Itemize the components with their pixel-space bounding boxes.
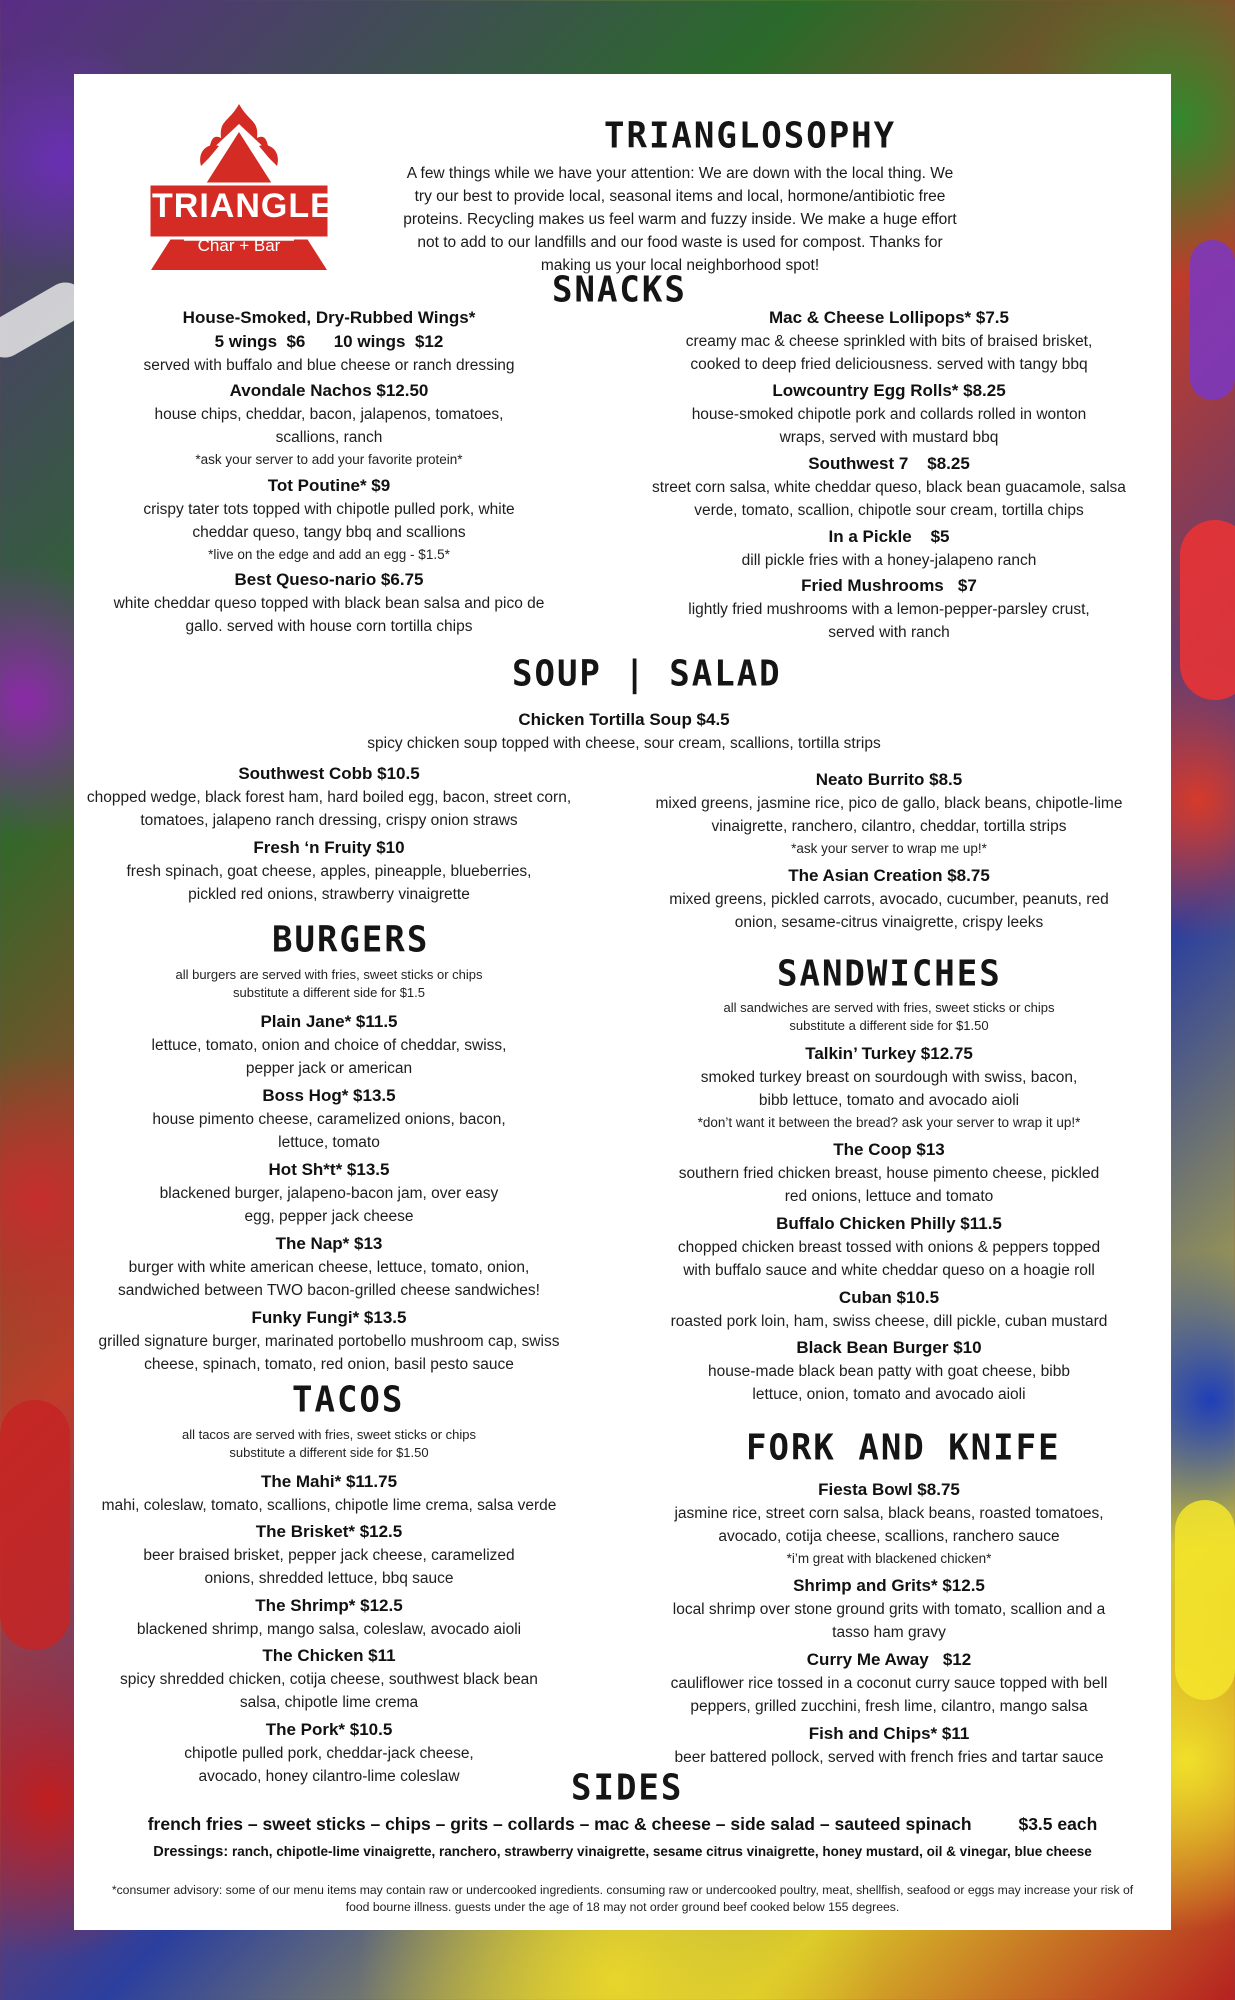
item-desc: dill pickle fries with a honey-jalapeno ranch xyxy=(741,552,1037,569)
soup-salad-title: SOUP | SALAD xyxy=(512,653,782,695)
item-name: The Brisket* $12.5 xyxy=(255,1522,403,1541)
sides-list xyxy=(74,1814,1171,1835)
item-name: In a Pickle $5 xyxy=(828,527,950,546)
item-name: Hot Sh*t* $13.5 xyxy=(268,1160,390,1179)
tacos-sub-line: all tacos are served with fries, sweet sticks or chips xyxy=(181,1427,477,1442)
menu-item xyxy=(644,1478,1134,1569)
item-desc: house chips, cheddar, bacon, jalapenos, tomatoes, scallions, ranch xyxy=(154,406,504,446)
philosophy-title: TRIANGLOSOPHY xyxy=(604,115,897,157)
burgers-sub-line: substitute a different side for $1.5 xyxy=(233,985,425,1000)
menu-item xyxy=(644,1574,1134,1644)
menu-item xyxy=(94,306,564,377)
item-name: House-Smoked, Dry-Rubbed Wings* xyxy=(182,308,476,327)
menu-item xyxy=(644,768,1134,859)
item-name: Plain Jane* $11.5 xyxy=(260,1012,398,1031)
sandwiches-subtitle xyxy=(644,999,1134,1035)
item-name: The Coop $13 xyxy=(833,1140,945,1159)
item-name: Best Queso-nario $6.75 xyxy=(234,570,424,589)
item-desc: spicy shredded chicken, cotija cheese, southwest black bean salsa, chipotle lime crema xyxy=(120,1671,538,1711)
item-desc: house-smoked chipotle pork and collards rolled in wonton wraps, served with mustard bbq xyxy=(691,406,1087,446)
menu-item xyxy=(94,1594,564,1641)
item-name: Talkin’ Turkey $12.75 xyxy=(805,1044,973,1063)
item-desc: blackened shrimp, mango salsa, coleslaw, avocado aioli xyxy=(136,1621,522,1638)
menu-item xyxy=(94,474,564,565)
menu-item xyxy=(644,379,1134,449)
item-name: Fish and Chips* $11 xyxy=(808,1724,970,1743)
menu-item xyxy=(644,574,1134,644)
dressings-list: ranch, chipotle-lime vinaigrette, ranchero, strawberry vinaigrette, sesame citrus vinaigrette, honey mustard, oil & vinegar, blue cheese xyxy=(231,1844,1092,1859)
item-desc: cauliflower rice tossed in a coconut curry sauce topped with bell peppers, grilled zucchini, fresh lime, cilantro, mango salsa xyxy=(670,1675,1108,1715)
sides-price: $3.5 each xyxy=(1018,1814,1098,1834)
menu-item xyxy=(94,1306,564,1376)
item-desc: crispy tater tots topped with chipotle pulled pork, white cheddar queso, tangy bbq and scallions xyxy=(143,501,515,541)
item-name: Fiesta Bowl $8.75 xyxy=(818,1480,960,1499)
background-stroke xyxy=(1175,1500,1235,1700)
item-name: Mac & Cheese Lollipops* $7.5 xyxy=(769,308,1009,327)
sides-title: SIDES xyxy=(571,1767,684,1809)
background-stroke xyxy=(1180,520,1235,700)
item-name: Curry Me Away $12 xyxy=(806,1650,972,1669)
menu-item xyxy=(644,1336,1134,1406)
logo-tagline: Char + Bar xyxy=(197,236,281,255)
menu-item xyxy=(94,1232,564,1302)
item-name: Buffalo Chicken Philly $11.5 xyxy=(776,1214,1002,1233)
menu-item xyxy=(94,1470,564,1517)
item-desc: lettuce, tomato, onion and choice of cheddar, swiss, pepper jack or american xyxy=(151,1037,507,1077)
menu-item xyxy=(84,836,574,906)
menu-paper xyxy=(74,74,1171,1930)
menu-item xyxy=(644,306,1134,376)
menu-item xyxy=(94,1084,564,1154)
item-name: The Chicken $11 xyxy=(262,1646,396,1665)
item-desc: fresh spinach, goat cheese, apples, pineapple, blueberries, pickled red onions, strawberry vinaigrette xyxy=(126,863,532,903)
burgers-sub-line: all burgers are served with fries, sweet sticks or chips xyxy=(175,967,483,982)
item-desc: blackened burger, jalapeno-bacon jam, over easy egg, pepper jack cheese xyxy=(159,1185,499,1225)
item-desc: house-made black bean patty with goat cheese, bibb lettuce, onion, tomato and avocado aioli xyxy=(708,1363,1070,1403)
item-name: Neato Burrito $8.5 xyxy=(815,770,963,789)
burgers-title: BURGERS xyxy=(272,919,430,961)
fork-knife-title: FORK AND KNIFE xyxy=(746,1427,1061,1469)
philosophy-text: A few things while we have your attention: We are down with the local thing. We try our best to provide local, seasonal items and local, hormone/antibiotic free proteins. Recycling makes us feel warm and fuzzy inside. We make a huge effort not to add to our landfills and our food waste is used for compost. Thanks for making us your local neighborhood spot! xyxy=(403,165,957,274)
item-name: The Nap* $13 xyxy=(275,1234,383,1253)
menu-item xyxy=(94,1520,564,1590)
item-name: Lowcountry Egg Rolls* $8.25 xyxy=(772,381,1006,400)
sandwiches-sub-line: all sandwiches are served with fries, sweet sticks or chips xyxy=(723,1000,1055,1015)
item-desc: lightly fried mushrooms with a lemon-pepper-parsley crust, served with ranch xyxy=(688,601,1090,641)
menu-item xyxy=(644,525,1134,572)
menu-item xyxy=(644,1648,1134,1718)
tacos-subtitle xyxy=(94,1426,564,1462)
item-name: Black Bean Burger $10 xyxy=(796,1338,982,1357)
item-desc: smoked turkey breast on sourdough with swiss, bacon, bibb lettuce, tomato and avocado aioli xyxy=(700,1069,1078,1109)
item-desc: mixed greens, jasmine rice, pico de gallo, black beans, chipotle-lime vinaigrette, ranchero, cilantro, cheddar, tortilla strips xyxy=(655,795,1123,835)
menu-item xyxy=(644,1722,1134,1769)
menu-item xyxy=(84,762,574,832)
logo-name: TRIANGLE xyxy=(152,187,334,225)
item-name: Tot Poutine* $9 xyxy=(267,476,391,495)
menu-item xyxy=(94,1718,564,1788)
item-name: Boss Hog* $13.5 xyxy=(262,1086,396,1105)
menu-item xyxy=(644,1286,1134,1333)
item-name: Cuban $10.5 xyxy=(838,1288,940,1307)
item-desc: beer battered pollock, served with french fries and tartar sauce xyxy=(674,1749,1104,1766)
snacks-title: SNACKS xyxy=(552,269,687,311)
item-name: The Shrimp* $12.5 xyxy=(255,1596,403,1615)
item-desc: roasted pork loin, ham, swiss cheese, dill pickle, cuban mustard xyxy=(670,1313,1108,1330)
menu-item xyxy=(644,864,1134,934)
item-desc: spicy chicken soup topped with cheese, sour cream, scallions, tortilla strips xyxy=(367,735,881,752)
item-desc: chipotle pulled pork, cheddar-jack cheese, avocado, honey cilantro-lime coleslaw xyxy=(184,1745,474,1785)
item-name: Fresh ‘n Fruity $10 xyxy=(253,838,405,857)
sandwiches-sub-line: substitute a different side for $1.50 xyxy=(789,1018,989,1033)
item-note: *i’m great with blackened chicken* xyxy=(786,1551,992,1566)
background-stroke xyxy=(1190,240,1235,400)
menu-item xyxy=(644,1138,1134,1208)
menu-item xyxy=(94,1158,564,1228)
item-name: Chicken Tortilla Soup $4.5 xyxy=(518,710,730,729)
tacos-sub-line: substitute a different side for $1.50 xyxy=(229,1445,429,1460)
item-desc: house pimento cheese, caramelized onions, bacon, lettuce, tomato xyxy=(152,1111,506,1151)
item-name: Southwest 7 $8.25 xyxy=(808,454,970,473)
item-name: The Asian Creation $8.75 xyxy=(788,866,990,885)
menu-item xyxy=(94,568,564,638)
item-desc: served with buffalo and blue cheese or ranch dressing xyxy=(143,357,515,374)
menu-item xyxy=(644,452,1134,522)
menu-item xyxy=(94,1644,564,1714)
item-desc: southern fried chicken breast, house pimento cheese, pickled red onions, lettuce and tomato xyxy=(678,1165,1100,1205)
item-desc: chopped chicken breast tossed with onions & peppers topped with buffalo sauce and white cheddar queso on a hoagie roll xyxy=(677,1239,1101,1279)
item-name: Southwest Cobb $10.5 xyxy=(238,764,420,783)
item-note: *don’t want it between the bread? ask your server to wrap it up!* xyxy=(697,1115,1081,1130)
item-name: The Mahi* $11.75 xyxy=(260,1472,398,1491)
menu-item xyxy=(644,1042,1134,1133)
sandwiches-title: SANDWICHES xyxy=(777,953,1002,995)
item-name: Shrimp and Grits* $12.5 xyxy=(793,1576,985,1595)
item-note: *live on the edge and add an egg - $1.5* xyxy=(208,547,450,562)
item-name: Fried Mushrooms $7 xyxy=(801,576,977,595)
item-desc: beer braised brisket, pepper jack cheese, caramelized onions, shredded lettuce, bbq sauce xyxy=(143,1547,515,1587)
menu-item xyxy=(94,1010,564,1080)
menu-item xyxy=(94,379,564,470)
item-desc: street corn salsa, white cheddar queso, black bean guacamole, salsa verde, tomato, scallion, chipotle sour cream, tortilla chips xyxy=(652,479,1126,519)
background-stroke xyxy=(0,1400,70,1650)
item-desc: chopped wedge, black forest ham, hard boiled egg, bacon, street corn, tomatoes, jalapeno ranch dressing, crispy onion straws xyxy=(86,789,572,829)
item-desc: mixed greens, pickled carrots, avocado, cucumber, peanuts, red onion, sesame-citrus vinaigrette, crispy leeks xyxy=(669,891,1109,931)
burgers-subtitle xyxy=(94,966,564,1002)
item-desc: white cheddar queso topped with black bean salsa and pico de gallo. served with house corn tortilla chips xyxy=(113,595,545,635)
dressings-line xyxy=(74,1844,1171,1860)
item-note: *ask your server to add your favorite protein* xyxy=(195,452,463,467)
item-price: 5 wings $6 10 wings $12 xyxy=(214,332,444,351)
menu-item xyxy=(644,1212,1134,1282)
item-desc: mahi, coleslaw, tomato, scallions, chipotle lime crema, salsa verde xyxy=(101,1497,557,1514)
consumer-advisory: *consumer advisory: some of our menu items may contain raw or undercooked ingredients. consuming raw or undercooked poultry, meat, shellfish, seafood or eggs may increase your risk of food bourne illness. guests under the age of 18 may not order ground beef cooked below 155 degrees. xyxy=(111,1883,1134,1914)
item-note: *ask your server to wrap me up!* xyxy=(791,841,987,856)
item-desc: burger with white american cheese, lettuce, tomato, onion, sandwiched between TWO bacon-grilled cheese sandwiches! xyxy=(118,1259,540,1299)
item-name: Funky Fungi* $13.5 xyxy=(251,1308,407,1327)
item-desc: creamy mac & cheese sprinkled with bits of braised brisket, cooked to deep fried deliciousness. served with tangy bbq xyxy=(685,333,1093,373)
dressings-label: Dressings: xyxy=(153,1844,229,1860)
item-desc: jasmine rice, street corn salsa, black beans, roasted tomatoes, avocado, cotija cheese, scallions, ranchero sauce xyxy=(674,1505,1104,1545)
menu-item xyxy=(224,708,1024,755)
item-name: The Pork* $10.5 xyxy=(265,1720,393,1739)
item-name: Avondale Nachos $12.50 xyxy=(229,381,429,400)
sides-items: french fries – sweet sticks – chips – grits – collards – mac & cheese – side salad – sauteed spinach xyxy=(147,1814,972,1834)
item-desc: local shrimp over stone ground grits with tomato, scallion and a tasso ham gravy xyxy=(672,1601,1106,1641)
item-desc: grilled signature burger, marinated portobello mushroom cap, swiss cheese, spinach, tomato, red onion, basil pesto sauce xyxy=(98,1333,560,1373)
tacos-title: TACOS xyxy=(292,1379,405,1421)
